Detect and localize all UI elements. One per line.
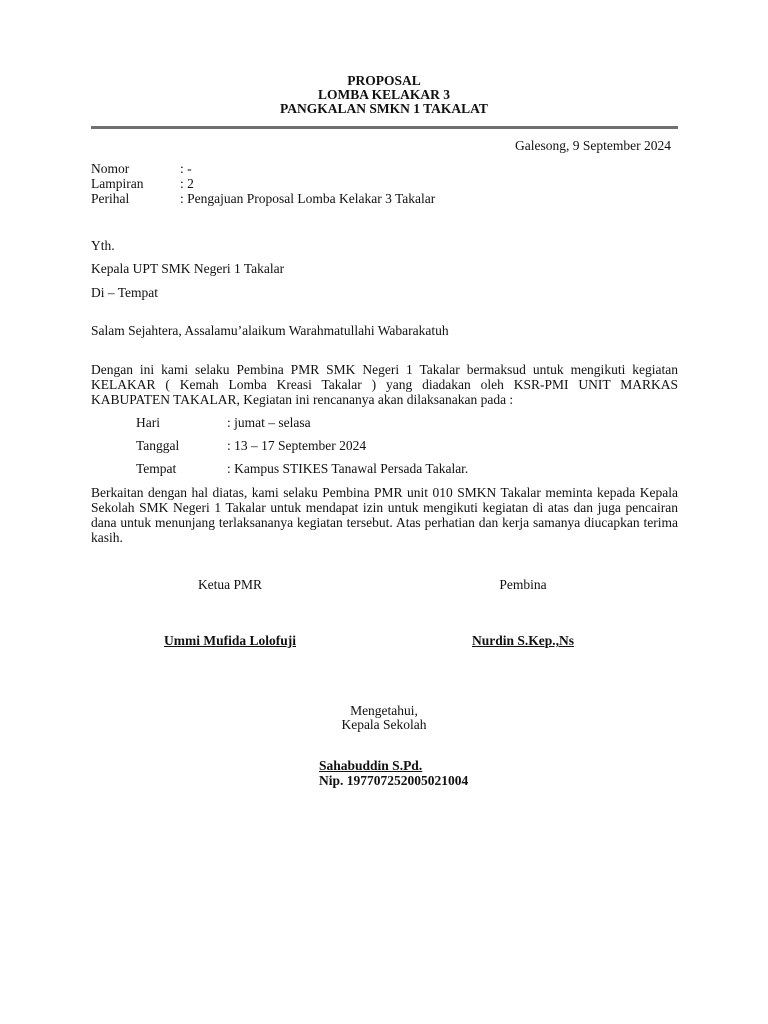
meta-label-perihal: Perihal xyxy=(91,191,130,206)
approval-line2: Kepala Sekolah xyxy=(341,717,427,732)
signature-left-name: Ummi Mufida Lolofuji xyxy=(163,633,296,648)
title-organization: PANGKALAN SMKN 1 TAKALAT xyxy=(280,101,488,116)
signature-right-name: Nurdin S.Kep.,Ns xyxy=(471,633,575,648)
approval-nip: Nip. 197707252005021004 xyxy=(319,773,469,788)
schedule-value-tempat: : Kampus STIKES Tanawal Persada Takalar. xyxy=(227,461,469,476)
meta-label-lampiran: Lampiran xyxy=(91,176,144,191)
meta-value-perihal: : Pengajuan Proposal Lomba Kelakar 3 Takalar xyxy=(180,191,436,206)
recipient-yth: Yth. xyxy=(91,238,115,253)
closing-paragraph: Berkaitan dengan hal diatas, kami selaku Pembina PMR unit 010 SMKN Takalar meminta kepada Kepala Sekolah SMK Negeri 1 Takalar untuk mendapat izin untuk mengikuti kegiatan di atas dan juga pencairan dana untuk menunjang terlaksananya kegiatan tersebut. Atas perhatian dan kerja samanya diucapkan terima kasih. xyxy=(91,485,678,545)
approval-name: Sahabuddin S.Pd. xyxy=(319,758,423,773)
intro-paragraph: Dengan ini kami selaku Pembina PMR SMK Negeri 1 Takalar bermaksud untuk mengikuti kegiatan KELAKAR ( Kemah Lomba Kreasi Takalar ) yang diadakan oleh KSR-PMI UNIT MARKAS KABUPATEN TAKALAR, Kegiatan ini rencananya akan dilaksanakan pada : xyxy=(91,362,678,407)
schedule-label-tanggal: Tanggal xyxy=(136,438,180,453)
header-divider xyxy=(91,126,678,129)
greeting: Salam Sejahtera, Assalamu’alaikum Warahmatullahi Wabarakatuh xyxy=(91,323,449,338)
meta-value-nomor: : - xyxy=(180,161,192,176)
meta-label-nomor: Nomor xyxy=(91,161,130,176)
schedule-label-hari: Hari xyxy=(136,415,160,430)
place-date: Galesong, 9 September 2024 xyxy=(515,138,671,153)
schedule-value-hari: : jumat – selasa xyxy=(227,415,311,430)
schedule-value-tanggal: : 13 – 17 September 2024 xyxy=(227,438,367,453)
approval-line1: Mengetahui, xyxy=(350,703,418,718)
title-proposal: PROPOSAL xyxy=(347,73,421,88)
schedule-label-tempat: Tempat xyxy=(136,461,177,476)
recipient-name: Kepala UPT SMK Negeri 1 Takalar xyxy=(91,261,285,276)
meta-value-lampiran: : 2 xyxy=(180,176,194,191)
recipient-place: Di – Tempat xyxy=(91,285,159,300)
signature-left-role: Ketua PMR xyxy=(197,577,263,592)
title-event: LOMBA KELAKAR 3 xyxy=(317,87,450,102)
signature-right-role: Pembina xyxy=(499,577,547,592)
